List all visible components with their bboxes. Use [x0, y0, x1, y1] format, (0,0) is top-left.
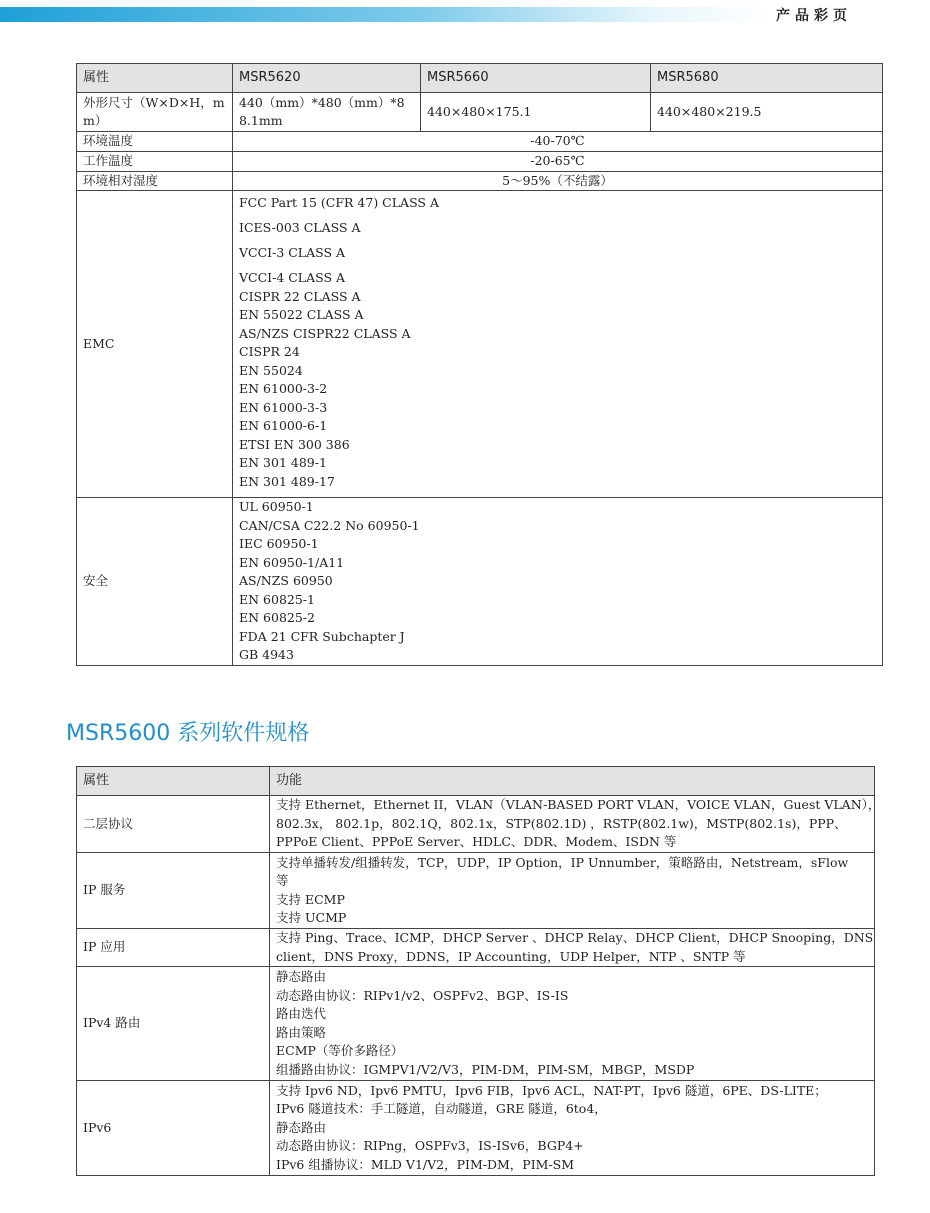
row-content — [270, 853, 875, 929]
env-temp-label: 环境温度 — [77, 132, 233, 152]
table-row — [77, 929, 875, 967]
dimensions-msr5620: 440（mm）*480（mm）*88.1mm — [233, 93, 421, 132]
safety-label: 安全 — [77, 498, 233, 666]
emc-item: VCCI-3 CLASS A — [239, 245, 346, 260]
humidity-value: 5～95%（不结露） — [233, 171, 883, 191]
content-line: 支持 Ping、Trace、ICMP，DHCP Server 、DHCP Relay、DHCP Client，DHCP Snooping，DNS — [276, 930, 874, 945]
env-temp-row — [77, 132, 883, 152]
env-temp-value: -40-70℃ — [233, 132, 883, 152]
dimensions-label: 外形尺寸（W×D×H，mm） — [77, 93, 233, 132]
safety-item: AS/NZS 60950 — [239, 573, 333, 589]
humidity-label: 环境相对湿度 — [77, 171, 233, 191]
row-label: IPv6 — [77, 1081, 270, 1176]
content-line: 支持单播转发/组播转发，TCP，UDP，IP Option，IP Unnumber，策略路由，Netstream，sFlow — [276, 854, 849, 870]
humidity-row — [77, 171, 883, 191]
dimensions-row — [77, 93, 883, 132]
table-row — [77, 853, 875, 929]
content-line: 静态路由 — [276, 969, 327, 984]
content-line: 路由策略 — [276, 1024, 327, 1040]
col-header-attribute: 属性 — [77, 64, 233, 93]
emc-item: EN 301 489-17 — [239, 473, 335, 489]
col-header-msr5620: MSR5620 — [233, 64, 421, 93]
emc-item: EN 55022 CLASS A — [239, 307, 364, 322]
emc-item: VCCI-4 CLASS A — [239, 270, 346, 285]
emc-standards — [233, 191, 883, 498]
table-row — [77, 967, 875, 1081]
row-content — [270, 967, 875, 1081]
content-line: 支持 UCMP — [276, 910, 347, 925]
col-header-msr5680: MSR5680 — [651, 64, 883, 93]
software-header-row — [77, 767, 875, 796]
row-content — [270, 796, 881, 853]
dimensions-msr5660: 440×480×175.1 — [421, 93, 651, 132]
safety-item: IEC 60950-1 — [239, 536, 319, 552]
col-header-attribute: 属性 — [77, 767, 270, 796]
content-line: PPPoE Client、PPPoE Server、HDLC、DDR、Modem、ISDN 等 — [276, 834, 677, 850]
safety-item: UL 60950-1 — [239, 499, 314, 515]
section-title: MSR5600 系列软件规格 — [66, 721, 310, 746]
software-spec-table — [76, 766, 881, 1176]
content-line: ECMP（等价多路径） — [276, 1043, 404, 1058]
emc-label: EMC — [77, 191, 233, 498]
work-temp-row — [77, 152, 883, 172]
emc-item: EN 55024 — [239, 362, 303, 378]
content-line: client，DNS Proxy，DDNS，IP Accounting，UDP Helper，NTP 、SNTP 等 — [276, 948, 746, 964]
emc-item: AS/NZS CISPR22 CLASS A — [239, 325, 411, 341]
safety-item: EN 60950-1/A11 — [239, 554, 345, 570]
content-line: 路由迭代 — [276, 1006, 327, 1021]
safety-item: FDA 21 CFR Subchapter J — [239, 628, 405, 644]
content-line: 等 — [276, 873, 289, 888]
content-line: 组播路由协议：IGMPV1/V2/V3，PIM-DM，PIM-SM，MBGP，MSDP — [276, 1061, 695, 1077]
row-label: 二层协议 — [77, 796, 270, 853]
dimensions-msr5680: 440×480×219.5 — [651, 93, 883, 132]
work-temp-label: 工作温度 — [77, 152, 233, 172]
content-line: 支持 Ipv6 ND，Ipv6 PMTU，Ipv6 FIB，Ipv6 ACL，NAT-PT，Ipv6 隧道，6PE、DS-LITE； — [276, 1082, 827, 1098]
emc-item: ICES-003 CLASS A — [239, 220, 361, 235]
content-line: 支持 ECMP — [276, 891, 345, 907]
safety-standards — [233, 498, 883, 666]
row-label: IPv4 路由 — [77, 967, 270, 1081]
emc-item: FCC Part 15 (CFR 47) CLASS A — [239, 195, 439, 210]
hardware-spec-table — [76, 63, 883, 666]
safety-item: EN 60825-1 — [239, 591, 315, 607]
col-header-msr5660: MSR5660 — [421, 64, 651, 93]
emc-item: EN 61000-3-2 — [239, 381, 328, 396]
row-content — [270, 1081, 875, 1176]
emc-item: EN 61000-3-3 — [239, 399, 328, 415]
content-line: 静态路由 — [276, 1119, 327, 1135]
table-row — [77, 1081, 875, 1176]
emc-item: EN 301 489-1 — [239, 455, 327, 470]
col-header-function: 功能 — [270, 767, 875, 796]
emc-item: ETSI EN 300 386 — [239, 436, 350, 452]
content-line: 动态路由协议：RIPv1/v2、OSPFv2、BGP、IS-IS — [276, 987, 569, 1003]
content-line: 支持 Ethernet，Ethernet II，VLAN（VLAN-BASED PORT VLAN，VOICE VLAN，Guest VLAN）， — [276, 797, 881, 813]
emc-item: CISPR 24 — [239, 344, 300, 359]
emc-item: CISPR 22 CLASS A — [239, 288, 361, 304]
safety-item: EN 60825-2 — [239, 610, 315, 626]
content-line: IPv6 组播协议：MLD V1/V2，PIM-DM，PIM-SM — [276, 1156, 575, 1172]
safety-item: CAN/CSA C22.2 No 60950-1 — [239, 517, 420, 533]
emc-item: EN 61000-6-1 — [239, 418, 328, 433]
content-line: IPv6 隧道技术：手工隧道，自动隧道，GRE 隧道，6to4， — [276, 1101, 607, 1117]
safety-row — [77, 498, 883, 666]
content-line: 动态路由协议：RIPng，OSPFv3，IS-ISv6，BGP4+ — [276, 1138, 584, 1154]
content-line: 802.3x， 802.1p，802.1Q，802.1x，STP(802.1D) ，RSTP(802.1w)，MSTP(802.1s)，PPP、 — [276, 815, 847, 831]
emc-row — [77, 191, 883, 498]
row-label: IP 应用 — [77, 929, 270, 967]
work-temp-value: -20-65℃ — [233, 152, 883, 172]
table-row — [77, 796, 875, 853]
header-gradient-bar — [0, 7, 770, 22]
safety-item: GB 4943 — [239, 647, 294, 663]
hardware-header-row — [77, 64, 883, 93]
row-content — [270, 929, 875, 967]
row-label: IP 服务 — [77, 853, 270, 929]
header-title: 产品彩页 — [776, 8, 852, 24]
